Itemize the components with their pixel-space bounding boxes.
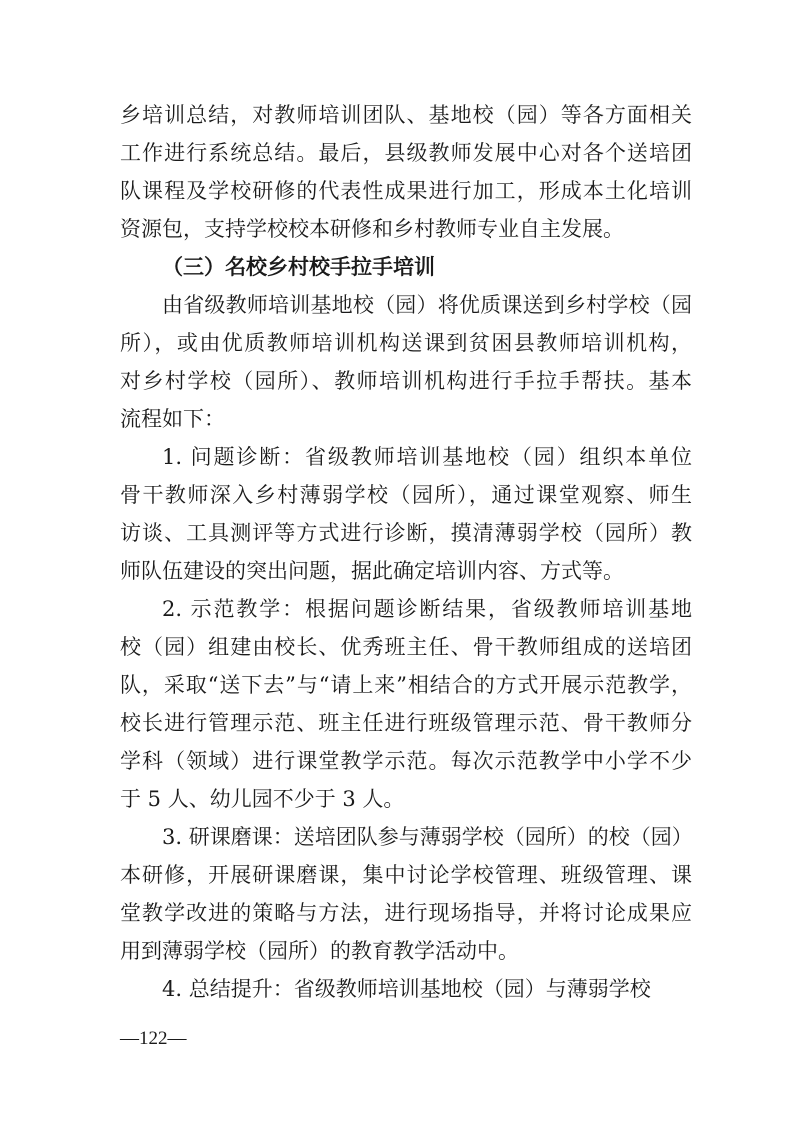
text-line: 师队伍建设的突出问题，据此确定培训内容、方式等。 [120,559,624,583]
text-line: 用到薄弱学校（园所）的教育教学活动中。 [120,939,519,963]
section-heading: （三）名校乡村校手拉手培训 [162,255,435,279]
text-line: 校（园）组建由校长、优秀班主任、骨干教师组成的送培团 [120,635,692,659]
text-line: 对乡村学校（园所）、教师培训机构进行手拉手帮扶。基本 [120,369,692,393]
text-line: 3. 研课磨课：送培团队参与薄弱学校（园所）的校（园） [162,825,693,849]
text-line: 4. 总结提升：省级教师培训基地校（园）与薄弱学校 [162,977,651,1001]
text-line: 资源包，支持学校校本研修和乡村教师专业自主发展。 [120,217,624,241]
text-line: 工作进行系统总结。最后，县级教师发展中心对各个送培团 [120,141,692,165]
text-line: 堂教学改进的策略与方法，进行现场指导，并将讨论成果应 [120,901,692,925]
text-line: 由省级教师培训基地校（园）将优质课送到乡村学校（园 [162,293,692,317]
text-line: 本研修，开展研课磨课，集中讨论学校管理、班级管理、课 [120,863,692,887]
text-line: 2. 示范教学：根据问题诊断结果，省级教师培训基地 [162,597,692,621]
text-line: 1. 问题诊断：省级教师培训基地校（园）组织本单位 [162,445,692,469]
text-line: 乡培训总结，对教师培训团队、基地校（园）等各方面相关 [120,103,692,127]
text-line: 所），或由优质教师培训机构送课到贫困县教师培训机构， [120,331,692,355]
body-text [120,96,692,1008]
page-number: —122— [120,1028,187,1049]
text-line: 骨干教师深入乡村薄弱学校（园所），通过课堂观察、师生 [120,483,692,507]
text-line: 队，采取“送下去”与“请上来”相结合的方式开展示范教学， [120,673,692,697]
text-line: 流程如下： [120,407,225,431]
text-line: 于 5 人、幼儿园不少于 3 人。 [120,787,405,811]
text-line: 学科（领域）进行课堂教学示范。每次示范教学中小学不少 [120,749,692,773]
text-line: 校长进行管理示范、班主任进行班级管理示范、骨干教师分 [120,711,692,735]
text-line: 队课程及学校研修的代表性成果进行加工，形成本土化培训 [120,179,692,203]
text-line: 访谈、工具测评等方式进行诊断，摸清薄弱学校（园所）教 [120,521,692,545]
